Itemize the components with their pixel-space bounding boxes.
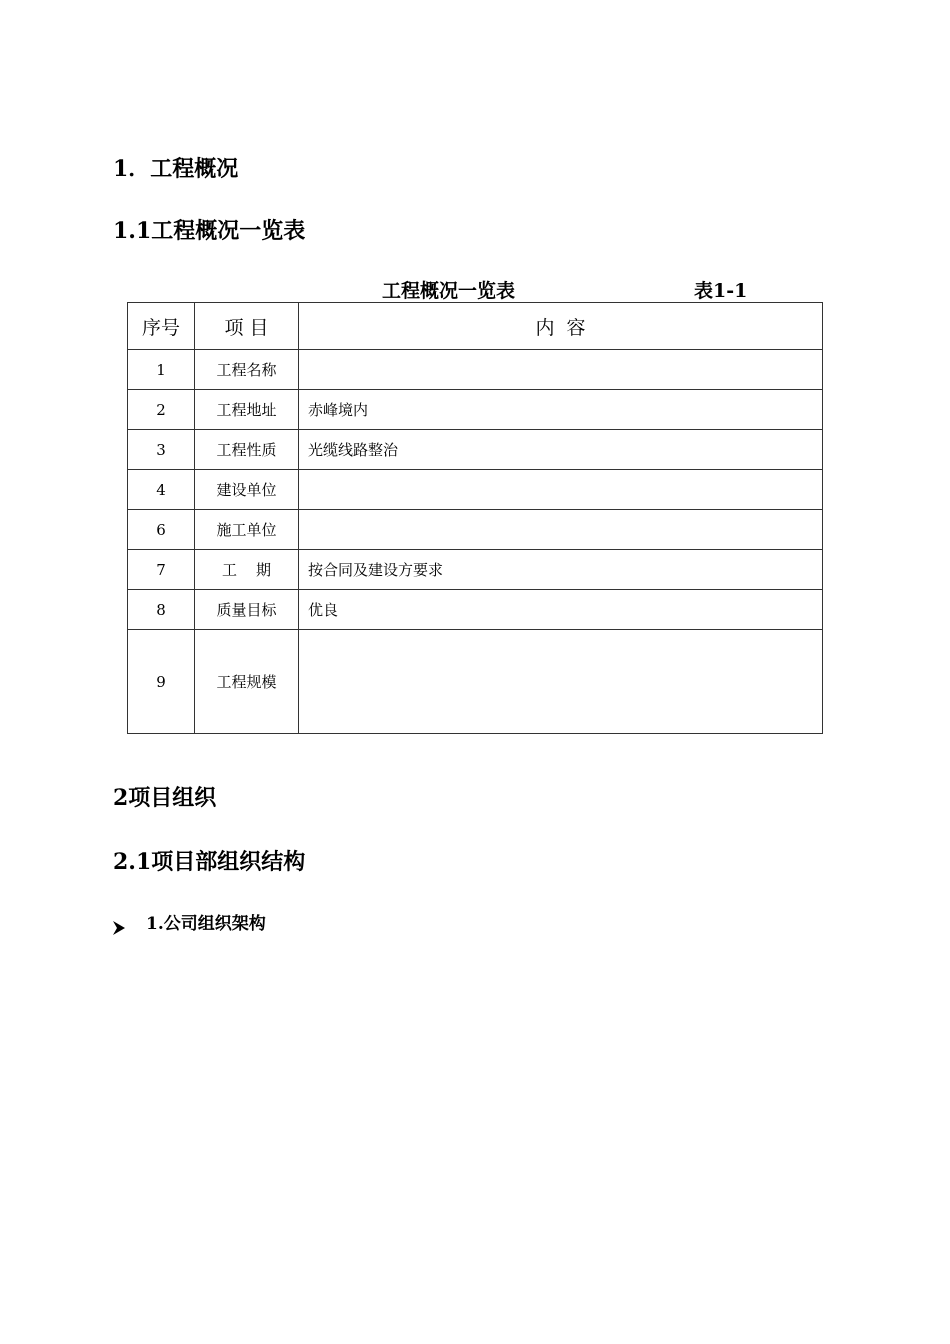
cell-seq: 4 (128, 470, 195, 510)
table-header-row (128, 303, 823, 350)
table-row (128, 630, 823, 734)
cell-item: 工程名称 (195, 350, 299, 390)
cell-seq: 7 (128, 550, 195, 590)
cell-seq: 6 (128, 510, 195, 550)
cell-content: 优良 (299, 590, 823, 630)
cell-seq: 9 (128, 630, 195, 734)
table-row (128, 350, 823, 390)
cell-item: 工程地址 (195, 390, 299, 430)
cell-content (299, 470, 823, 510)
cell-content: 赤峰境内 (299, 390, 823, 430)
cell-item: 工 期 (195, 550, 299, 590)
section-heading-2: 2项目组织 (113, 785, 217, 811)
cell-item: 建设单位 (195, 470, 299, 510)
overview-table (127, 302, 823, 734)
table-number: 表1-1 (694, 280, 748, 302)
cell-content: 光缆线路整治 (299, 430, 823, 470)
cell-content (299, 350, 823, 390)
cell-item: 工程规模 (195, 630, 299, 734)
cell-seq: 3 (128, 430, 195, 470)
table-row (128, 390, 823, 430)
bullet-item (113, 911, 266, 937)
section-heading-2-1: 2.1项目部组织结构 (113, 849, 306, 875)
section-heading-1-1: 1.1工程概况一览表 (113, 218, 306, 244)
table-row (128, 550, 823, 590)
cell-item: 质量目标 (195, 590, 299, 630)
cell-content (299, 510, 823, 550)
bullet-text: 1.公司组织架构 (146, 914, 266, 934)
cell-content (299, 630, 823, 734)
cell-seq: 2 (128, 390, 195, 430)
cell-seq: 8 (128, 590, 195, 630)
cell-seq: 1 (128, 350, 195, 390)
table-caption: 工程概况一览表 (382, 280, 516, 302)
cell-item: 施工单位 (195, 510, 299, 550)
header-seq: 序号 (128, 303, 195, 350)
table-row (128, 590, 823, 630)
arrowhead-bullet-icon (113, 917, 125, 931)
header-item: 项 目 (195, 303, 299, 350)
section-heading-1: 1．工程概况 (113, 156, 239, 182)
table-row (128, 470, 823, 510)
cell-content: 按合同及建设方要求 (299, 550, 823, 590)
header-content: 内 容 (299, 303, 823, 350)
table-row (128, 510, 823, 550)
table-row (128, 430, 823, 470)
cell-item: 工程性质 (195, 430, 299, 470)
